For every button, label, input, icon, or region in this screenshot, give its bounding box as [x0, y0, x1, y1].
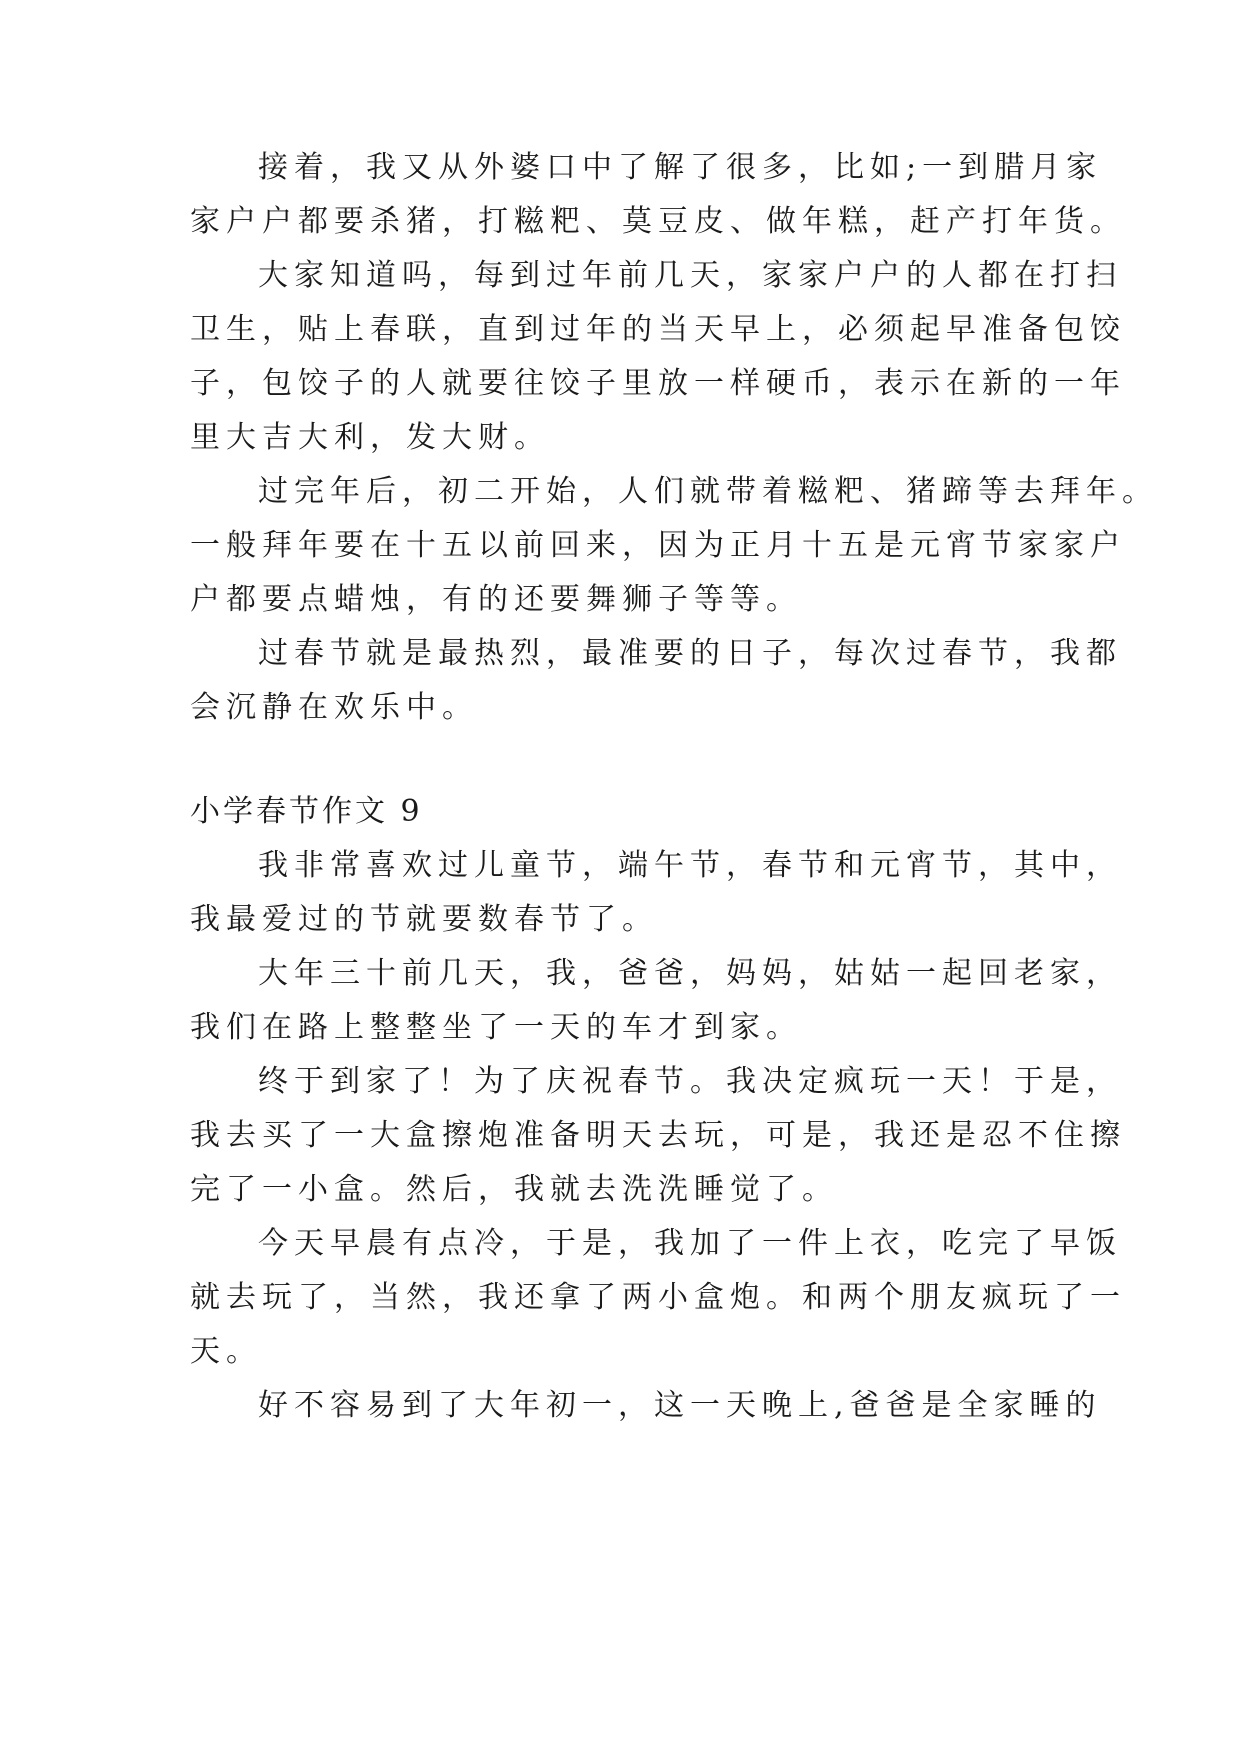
text-line: 过春节就是最热烈，最准要的日子，每次过春节，我都 — [258, 636, 1122, 671]
text-line: 里大吉大利，发大财。 — [190, 420, 550, 455]
section-heading: 小学春节作文 9 — [190, 794, 423, 829]
text-line: 完了一小盒。然后，我就去洗洗睡觉了。 — [190, 1172, 838, 1207]
text-line: 过完年后，初二开始，人们就带着糍粑、猪蹄等去拜年。 — [258, 474, 1158, 509]
text-line: 我最爱过的节就要数春节了。 — [190, 902, 658, 937]
text-line: 户都要点蜡烛，有的还要舞狮子等等。 — [190, 582, 802, 617]
text-line: 子，包饺子的人就要往饺子里放一样硬币，表示在新的一年 — [190, 366, 1126, 401]
text-line: 家户户都要杀猪，打糍粑、莫豆皮、做年糕，赶产打年货。 — [190, 204, 1126, 239]
text-line: 会沉静在欢乐中。 — [190, 690, 478, 725]
text-line: 大年三十前几天，我，爸爸，妈妈，姑姑一起回老家， — [258, 956, 1122, 991]
text-line: 我非常喜欢过儿童节，端午节，春节和元宵节，其中， — [258, 848, 1122, 883]
text-line: 大家知道吗，每到过年前几天，家家户户的人都在打扫 — [258, 258, 1122, 293]
text-line: 终于到家了！为了庆祝春节。我决定疯玩一天！于是， — [258, 1064, 1122, 1099]
text-line: 好不容易到了大年初一，这一天晚上,爸爸是全家睡的 — [258, 1388, 1102, 1423]
text-line: 我去买了一大盒擦炮准备明天去玩，可是，我还是忍不住擦 — [190, 1118, 1126, 1153]
text-line: 就去玩了，当然，我还拿了两小盒炮。和两个朋友疯玩了一 — [190, 1280, 1126, 1315]
text-line: 一般拜年要在十五以前回来，因为正月十五是元宵节家家户 — [190, 528, 1126, 563]
text-line: 接着，我又从外婆口中了解了很多，比如;一到腊月家 — [258, 150, 1103, 185]
text-line: 卫生，贴上春联，直到过年的当天早上，必须起早准备包饺 — [190, 312, 1126, 347]
text-line: 今天早晨有点冷，于是，我加了一件上衣，吃完了早饭 — [258, 1226, 1122, 1261]
text-line: 天。 — [190, 1334, 262, 1369]
text-line: 我们在路上整整坐了一天的车才到家。 — [190, 1010, 802, 1045]
